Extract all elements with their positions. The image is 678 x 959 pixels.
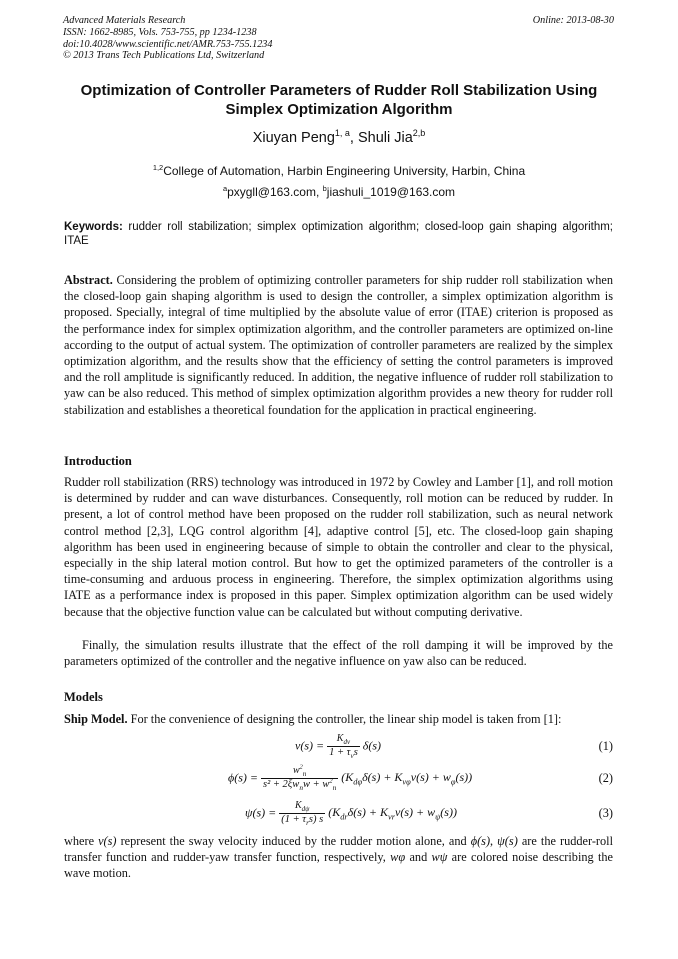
paper-title: Optimization of Controller Parameters of Rudder Roll Stabilization Using Simplex Optimization Algorithm (80, 82, 598, 118)
eq1-den-a: 1 + τ (329, 747, 351, 758)
eq2-fraction (261, 765, 338, 792)
eq3-rhs-a: (K (328, 805, 341, 820)
equation-3 (245, 800, 457, 827)
email-separator: , (315, 185, 323, 199)
journal-header (63, 15, 272, 62)
affiliation (0, 164, 678, 178)
copyright-line: © 2013 Trans Tech Publications Ltd, Switzerland (63, 50, 265, 62)
eq2-num-w: w (292, 765, 300, 776)
eq1-denominator (327, 747, 360, 760)
where-text-3: are the rudder-roll transfer function and rudder-yaw transfer function, respectively, (64, 834, 613, 865)
eq3-rhs-sub1: dr (340, 812, 348, 822)
eq3-denominator (279, 814, 325, 827)
eq2-rhs (341, 770, 473, 787)
eq3-num-k: K (294, 800, 302, 811)
where-v: v(s) (98, 834, 117, 848)
author-1-sup: 1, a (334, 128, 350, 139)
eq3-lhs: ψ(s) = (245, 805, 277, 820)
eq3-rhs-sub3: ψ (435, 812, 441, 822)
eq2-den-sup: 2 (329, 777, 333, 785)
eq1-lhs: v(s) = (295, 738, 325, 753)
where-and: and (405, 850, 432, 865)
introduction-paragraph-2: Finally, the simulation results illustrate that the effect of the roll damping it will be improved by the parameters optimized of the controller and the negative influence on yaw also can be reduced. (64, 638, 613, 669)
eq1-num-k: K (336, 733, 344, 744)
where-text-2: represent the sway velocity induced by the rudder motion alone, and (116, 834, 471, 848)
author-separator: , (349, 130, 358, 146)
eq2-den-sub2: n (332, 783, 337, 793)
eq3-number: (3) (598, 806, 613, 820)
eq2-den-a: s² + 2ξw (262, 779, 300, 790)
doi-line: doi:10.4028/www.scientific.net/AMR.753-755.1234 (63, 38, 273, 50)
eq2-number: (2) (598, 771, 613, 785)
eq2-rhs-c: v(s) + w (410, 770, 451, 785)
where-text-1: where (64, 834, 99, 848)
eq2-den-sub: n (299, 783, 303, 793)
eq1-fraction (327, 733, 360, 760)
ship-model-paragraph (64, 711, 613, 727)
eq2-rhs-sub3: φ (450, 777, 456, 787)
eq2-num-sup: 2 (299, 763, 303, 771)
eq3-rhs-sub2: vr (388, 812, 395, 822)
affiliation-sup: 1,2 (152, 163, 164, 172)
models-heading: Models (64, 690, 103, 704)
eq1-num-sub: dv (343, 738, 351, 746)
keywords (64, 220, 613, 248)
ship-model-text: For the convenience of designing the controller, the linear ship model is taken from [1]: (127, 712, 562, 726)
eq3-fraction (279, 800, 325, 827)
eq2-numerator (261, 765, 338, 779)
affiliation-text: College of Automation, Harbin Engineering University, Harbin, China (163, 164, 526, 178)
author-1: Xiuyan Peng (252, 130, 335, 146)
introduction-heading: Introduction (64, 454, 132, 468)
eq1-number: (1) (598, 739, 613, 753)
issn-line: ISSN: 1662-8985, Vols. 753-755, pp 1234-1238 (63, 26, 257, 38)
eq2-den-b: w + w (302, 779, 330, 790)
eq2-rhs-sub1: dφ (353, 777, 363, 787)
eq1-rhs: δ(s) (362, 738, 382, 753)
email-a-sup: a (222, 184, 228, 193)
eq1-numerator (327, 733, 360, 747)
author-2-sup: 2,b (412, 128, 426, 139)
eq1-den-sub: v (350, 751, 354, 761)
where-phi: ϕ(s) (470, 834, 491, 848)
eq3-den-sub: r (306, 818, 309, 828)
eq2-rhs-a: (K (341, 770, 354, 785)
where-text-4: are colored noise describing the wave motion. (64, 850, 613, 881)
eq2-rhs-b: δ(s) + K (362, 770, 403, 785)
where-wpsi: wψ (431, 850, 448, 865)
eq2-denominator (261, 779, 338, 792)
eq3-rhs (328, 805, 457, 822)
where-wphi: wφ (390, 850, 406, 865)
eq3-rhs-d: (s)) (440, 805, 457, 820)
where-paragraph (64, 833, 613, 882)
eq3-numerator (279, 800, 325, 814)
equation-1 (295, 733, 381, 760)
introduction-paragraph-1: Rudder roll stabilization (RRS) technology was introduced in 1972 by Cowley and Lamber [1], and roll motion is determined by rudder and can wave disturbances. Consequently, roll motion can be reduced by rudder. In present, a lot of control method have been proposed on the rudder roll stabilization, such as neural network control method [2,3], LQG control algorithm [4], adaptive control [5], etc. The closed-loop gain shaping algorithm has been used in engineering because of simple to obtain the controller and clear to the physical, especially in the ship lateral motion control. But how to get the optimized parameters of the controller is a time-consuming and arduous process in engineering. Therefore, the simplex optimization algorithms using IATE as a performance index is proposed in this paper. Simplex optimization algorithm can be used widely because that the objective function value can be calculated but without computing derivative. (64, 475, 613, 619)
abstract-text: Considering the problem of optimizing controller parameters for ship rudder roll stabilization when the closed-loop gain shaping algorithm is used to design the controller, a simplex optimization algorithm is proposed. Specially, integral of time multiplied by the absolute value of error (ITAE) criterion is proposed as the performance index for simplex optimization algorithm, and the controller parameters are optimized on-line according to the output of actual system. The optimization of controller parameters are realized by the simplex optimization algorithm, and the results show that the efficiency of setting the control parameters is improved and the roll amplitude is significantly reduced. In addition, the negative influence of rudder roll stabilization to yaw can be also reduced. This method of simplex optimization algorithm provides a new theory for rudder roll stabilization and establishes a theoretical foundation for the application in practical engineering. (64, 273, 613, 417)
author-2: Shuli Jia (357, 130, 413, 146)
where-comma: , (490, 834, 498, 848)
eq2-rhs-d: (s)) (455, 770, 473, 785)
email-line (0, 185, 678, 199)
eq3-rhs-b: δ(s) + K (347, 805, 389, 820)
keywords-label: Keywords: (64, 221, 123, 233)
eq1-den-s: s (353, 747, 358, 758)
eq3-num-sub: dψ (301, 805, 310, 813)
eq2-rhs-sub2: vφ (402, 777, 411, 787)
author-line (0, 130, 678, 146)
ship-model-label: Ship Model. (64, 712, 128, 726)
eq3-den-a: (1 + τ (281, 814, 307, 825)
abstract (64, 272, 613, 418)
journal-name: Advanced Materials Research (63, 15, 186, 26)
email-b-sup: b (322, 184, 327, 193)
eq3-rhs-c: v(s) + w (395, 805, 436, 820)
email-b: jiashuli_1019@163.com (326, 185, 456, 199)
online-date: Online: 2013-08-30 (532, 15, 614, 26)
eq2-num-sub: n (302, 770, 307, 778)
where-psi: ψ(s) (497, 834, 518, 848)
eq3-den-s: s) s (308, 814, 324, 825)
email-a: pxygll@163.com (227, 185, 316, 199)
equation-2 (228, 765, 472, 792)
keywords-text: rudder roll stabilization; simplex optimization algorithm; closed-loop gain shaping algorithm; ITAE (64, 221, 613, 247)
abstract-label: Abstract. (64, 273, 113, 287)
eq2-lhs: ϕ(s) = (228, 770, 258, 785)
